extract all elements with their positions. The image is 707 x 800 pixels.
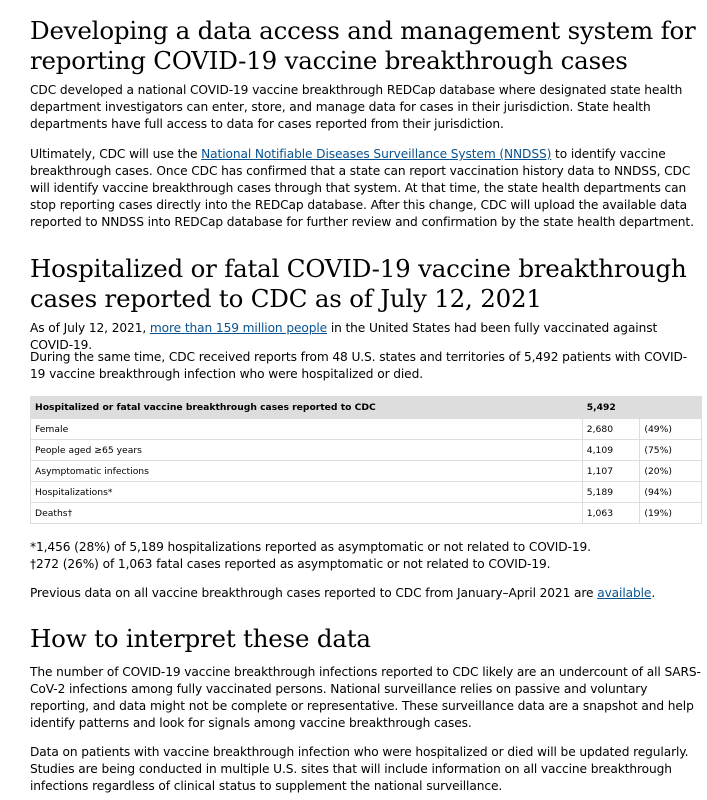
section-heading-data-system: Developing a data access and management system for reporting COVID-19 vaccine breakthrough cases [30,16,696,75]
table-header-label: Hospitalized or fatal vaccine breakthrough cases reported to CDC [31,397,583,419]
paragraph-text: to identify vaccine breakthrough cases. Once CDC has confirmed that a state can report vaccination history data to NNDSS, CDC will identify vaccine breakthrough cases through that system. At that time, the state health departments can stop reporting cases directly into the REDCap database. After this change, CDC will upload the available data reported to NNDSS into REDCap database for further review and confirmation by the state health department. [30,147,694,229]
table-row [31,440,702,461]
paragraph-text: As of July 12, 2021, [30,321,150,335]
paragraph-text: . [651,586,656,600]
row-label: Deaths† [31,503,583,524]
section-heading-hospitalized-fatal: Hospitalized or fatal COVID-19 vaccine breakthrough cases reported to CDC as of July 12, 2021 [30,254,687,313]
paragraph-text: Previous data on all vaccine breakthrough cases reported to CDC from January–April 2021 are [30,586,598,600]
breakthrough-cases-table [30,396,702,524]
row-label: Asymptomatic infections [31,461,583,482]
paragraph-text: in the United States had been fully vaccinated against COVID-19. [30,321,658,352]
row-label: People aged ≥65 years [31,440,583,461]
row-label: Female [31,419,583,440]
paragraph-reports-received: During the same time, CDC received reports from 48 U.S. states and territories of 5,492 patients with COVID-19 vaccine breakthrough infection who were hospitalized or died. [30,350,688,381]
table-row [31,461,702,482]
table-header-total: 5,492 [582,397,701,419]
paragraph-nndss [30,146,702,231]
paragraph-redcap-database: CDC developed a national COVID-19 vaccine breakthrough REDCap database where designated state health department investigators can enter, store, and manage data for cases in their jurisdiction. State health departments have full access to data for cases reported from their jurisdiction. [30,83,683,131]
row-count: 2,680 [582,419,640,440]
footnote-deaths: †272 (26%) of 1,063 fatal cases reported as asymptomatic or not related to COVID-19. [30,557,551,571]
section-heading-interpret: How to interpret these data [30,624,371,653]
footnote-hospitalizations: *1,456 (28%) of 5,189 hospitalizations reported as asymptomatic or not related to COVID-19. [30,540,591,554]
row-percent: (19%) [640,503,702,524]
row-percent: (49%) [640,419,702,440]
row-percent: (75%) [640,440,702,461]
paragraph-undercount: The number of COVID-19 vaccine breakthrough infections reported to CDC likely are an undercount of all SARS-CoV-2 infections among fully vaccinated persons. National surveillance relies on passive and voluntary reporting, and data might not be complete or representative. These surveillance data are a snapshot and help identify patterns and look for signals among vaccine breakthrough cases. [30,665,701,730]
row-count: 5,189 [582,482,640,503]
row-percent: (94%) [640,482,702,503]
row-percent: (20%) [640,461,702,482]
nndss-link[interactable]: National Notifiable Diseases Surveillance System (NNDSS) [201,147,552,161]
row-count: 1,063 [582,503,640,524]
row-count: 4,109 [582,440,640,461]
previous-data-link[interactable]: available [597,586,652,600]
table-row [31,482,702,503]
row-label: Hospitalizations* [31,482,583,503]
vaccinated-people-link[interactable]: more than 159 million people [149,321,328,335]
table-row [31,503,702,524]
table-row [31,419,702,440]
row-count: 1,107 [582,461,640,482]
paragraph-text: Ultimately, CDC will use the [30,147,202,161]
table-header-row [31,397,702,419]
paragraph-updates: Data on patients with vaccine breakthrough infection who were hospitalized or died will be updated regularly. Studies are being conducted in multiple U.S. sites that will include information on all vaccine breakthrough infections regardless of clinical status to supplement the national surveillance. [30,745,689,793]
paragraph-previous-data [30,585,655,602]
